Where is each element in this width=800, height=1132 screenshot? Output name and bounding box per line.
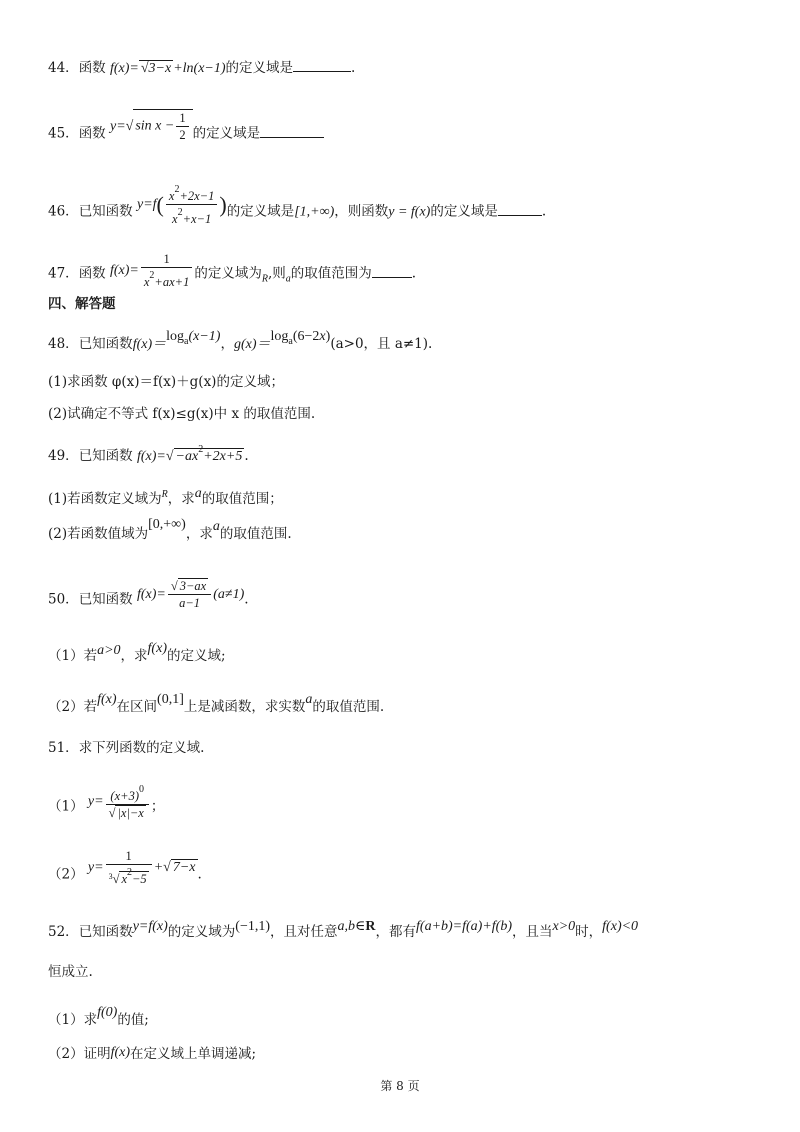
question-number: 44． [48, 60, 79, 76]
answer-blank[interactable] [498, 201, 542, 216]
question-49-part1: (1)若函数定义域为$^R$，求a的取值范围； [48, 486, 283, 507]
question-44: 44．函数 f(x)= √3−x +ln(x−1)的定义域是 . [48, 57, 355, 79]
section-heading: 四、解答题 [48, 296, 116, 312]
formula: y=√ sin x − $\frac{1}{2}$ [110, 119, 193, 134]
question-50-part2: （2）若f(x)在区间(0,1]上是减函数，求实数a的取值范围. [48, 692, 385, 715]
question-52-part2: （2）证明f(x)在定义域上单调递减; [48, 1045, 257, 1062]
question-49-part2: (2)若函数值域为[0,+∞)，求a的取值范围. [48, 517, 292, 542]
question-49: 49．已知函数 $f(x)=√ -ax^2+2x+5$ . [48, 444, 249, 464]
formula: $\log_a(x-1)$ [166, 329, 221, 347]
question-47: 47．函数 f(x)= $\frac{1}{x^2+ax+1}$ 的定义域为$_R$,则$_a$的取值范围为 . [48, 252, 417, 289]
page-footer: 第 8 页 [380, 1079, 420, 1093]
question-50: 50．已知函数 f(x)= $\frac{√ 3-ax}{a-1}$ (a≠1). [48, 579, 249, 610]
question-52-line2: 恒成立. [48, 964, 93, 980]
formula: y= $\frac{1}{^3√ x^2-5}$ +√ 7−x [87, 849, 196, 886]
question-48: 48．已知函数$f(x)=\log_a(x-1)$，$g(x)=\log_a(6-2x)(a>0$，且 a≠1). [48, 329, 433, 352]
formula: f(x)= √3−x +ln(x−1) [109, 61, 226, 76]
question-50-part1: （1）若a>0，求f(x)的定义域; [48, 641, 226, 664]
question-45: 45．函数 y=√ sin x − $\frac{1}{2}$ 的定义域是 [48, 117, 324, 151]
formula: $\log_a(6-2x)$ [270, 329, 331, 347]
question-52: 52．已知函数y=f(x)的定义域为(−1,1)，且对任意a,b∈R，都有f(a+b)=f(a)+f(b)，且当x>0时，f(x)<0 [48, 919, 639, 940]
question-48-part2: (2)试确定不等式 f(x)≤g(x)中 x 的取值范围. [48, 406, 316, 422]
question-46: 46．已知函数 y=f( $\frac{x^2+2x-1}{x^2+x-1}$ )的定义域是[1,+∞)，则函数y = f(x)的定义域是 . [48, 184, 547, 226]
formula: f(x)= $\frac{1}{x^2+ax+1}$ [110, 263, 194, 278]
formula: y=f( $\frac{x^2+2x-1}{x^2+x-1}$ ) [136, 184, 227, 226]
formula: f(x)= $\frac{√ 3-ax}{a-1}$ (a≠1) [136, 579, 245, 610]
answer-blank[interactable] [260, 123, 324, 138]
formula: y= $\frac{(x+3)^0}{√ |x|-x}$ [88, 794, 151, 809]
question-52-part1: （1）求f(0)的值; [48, 1005, 149, 1028]
question-48-part1: (1)求函数 φ(x)＝f(x)＋g(x)的定义域； [48, 374, 284, 390]
question-51: 51．求下列函数的定义域. [48, 740, 205, 756]
answer-blank[interactable] [372, 263, 412, 278]
answer-blank[interactable] [293, 57, 351, 72]
question-51-part1: （1） y= $\frac{(x+3)^0}{√ |x|-x}$ ； [48, 784, 165, 820]
question-51-part2: （2） y= $\frac{1}{^3√ x^2-5}$ +√ 7−x . [48, 849, 202, 886]
formula: $f(x)=√ -ax^2+2x+5$ [136, 444, 243, 464]
